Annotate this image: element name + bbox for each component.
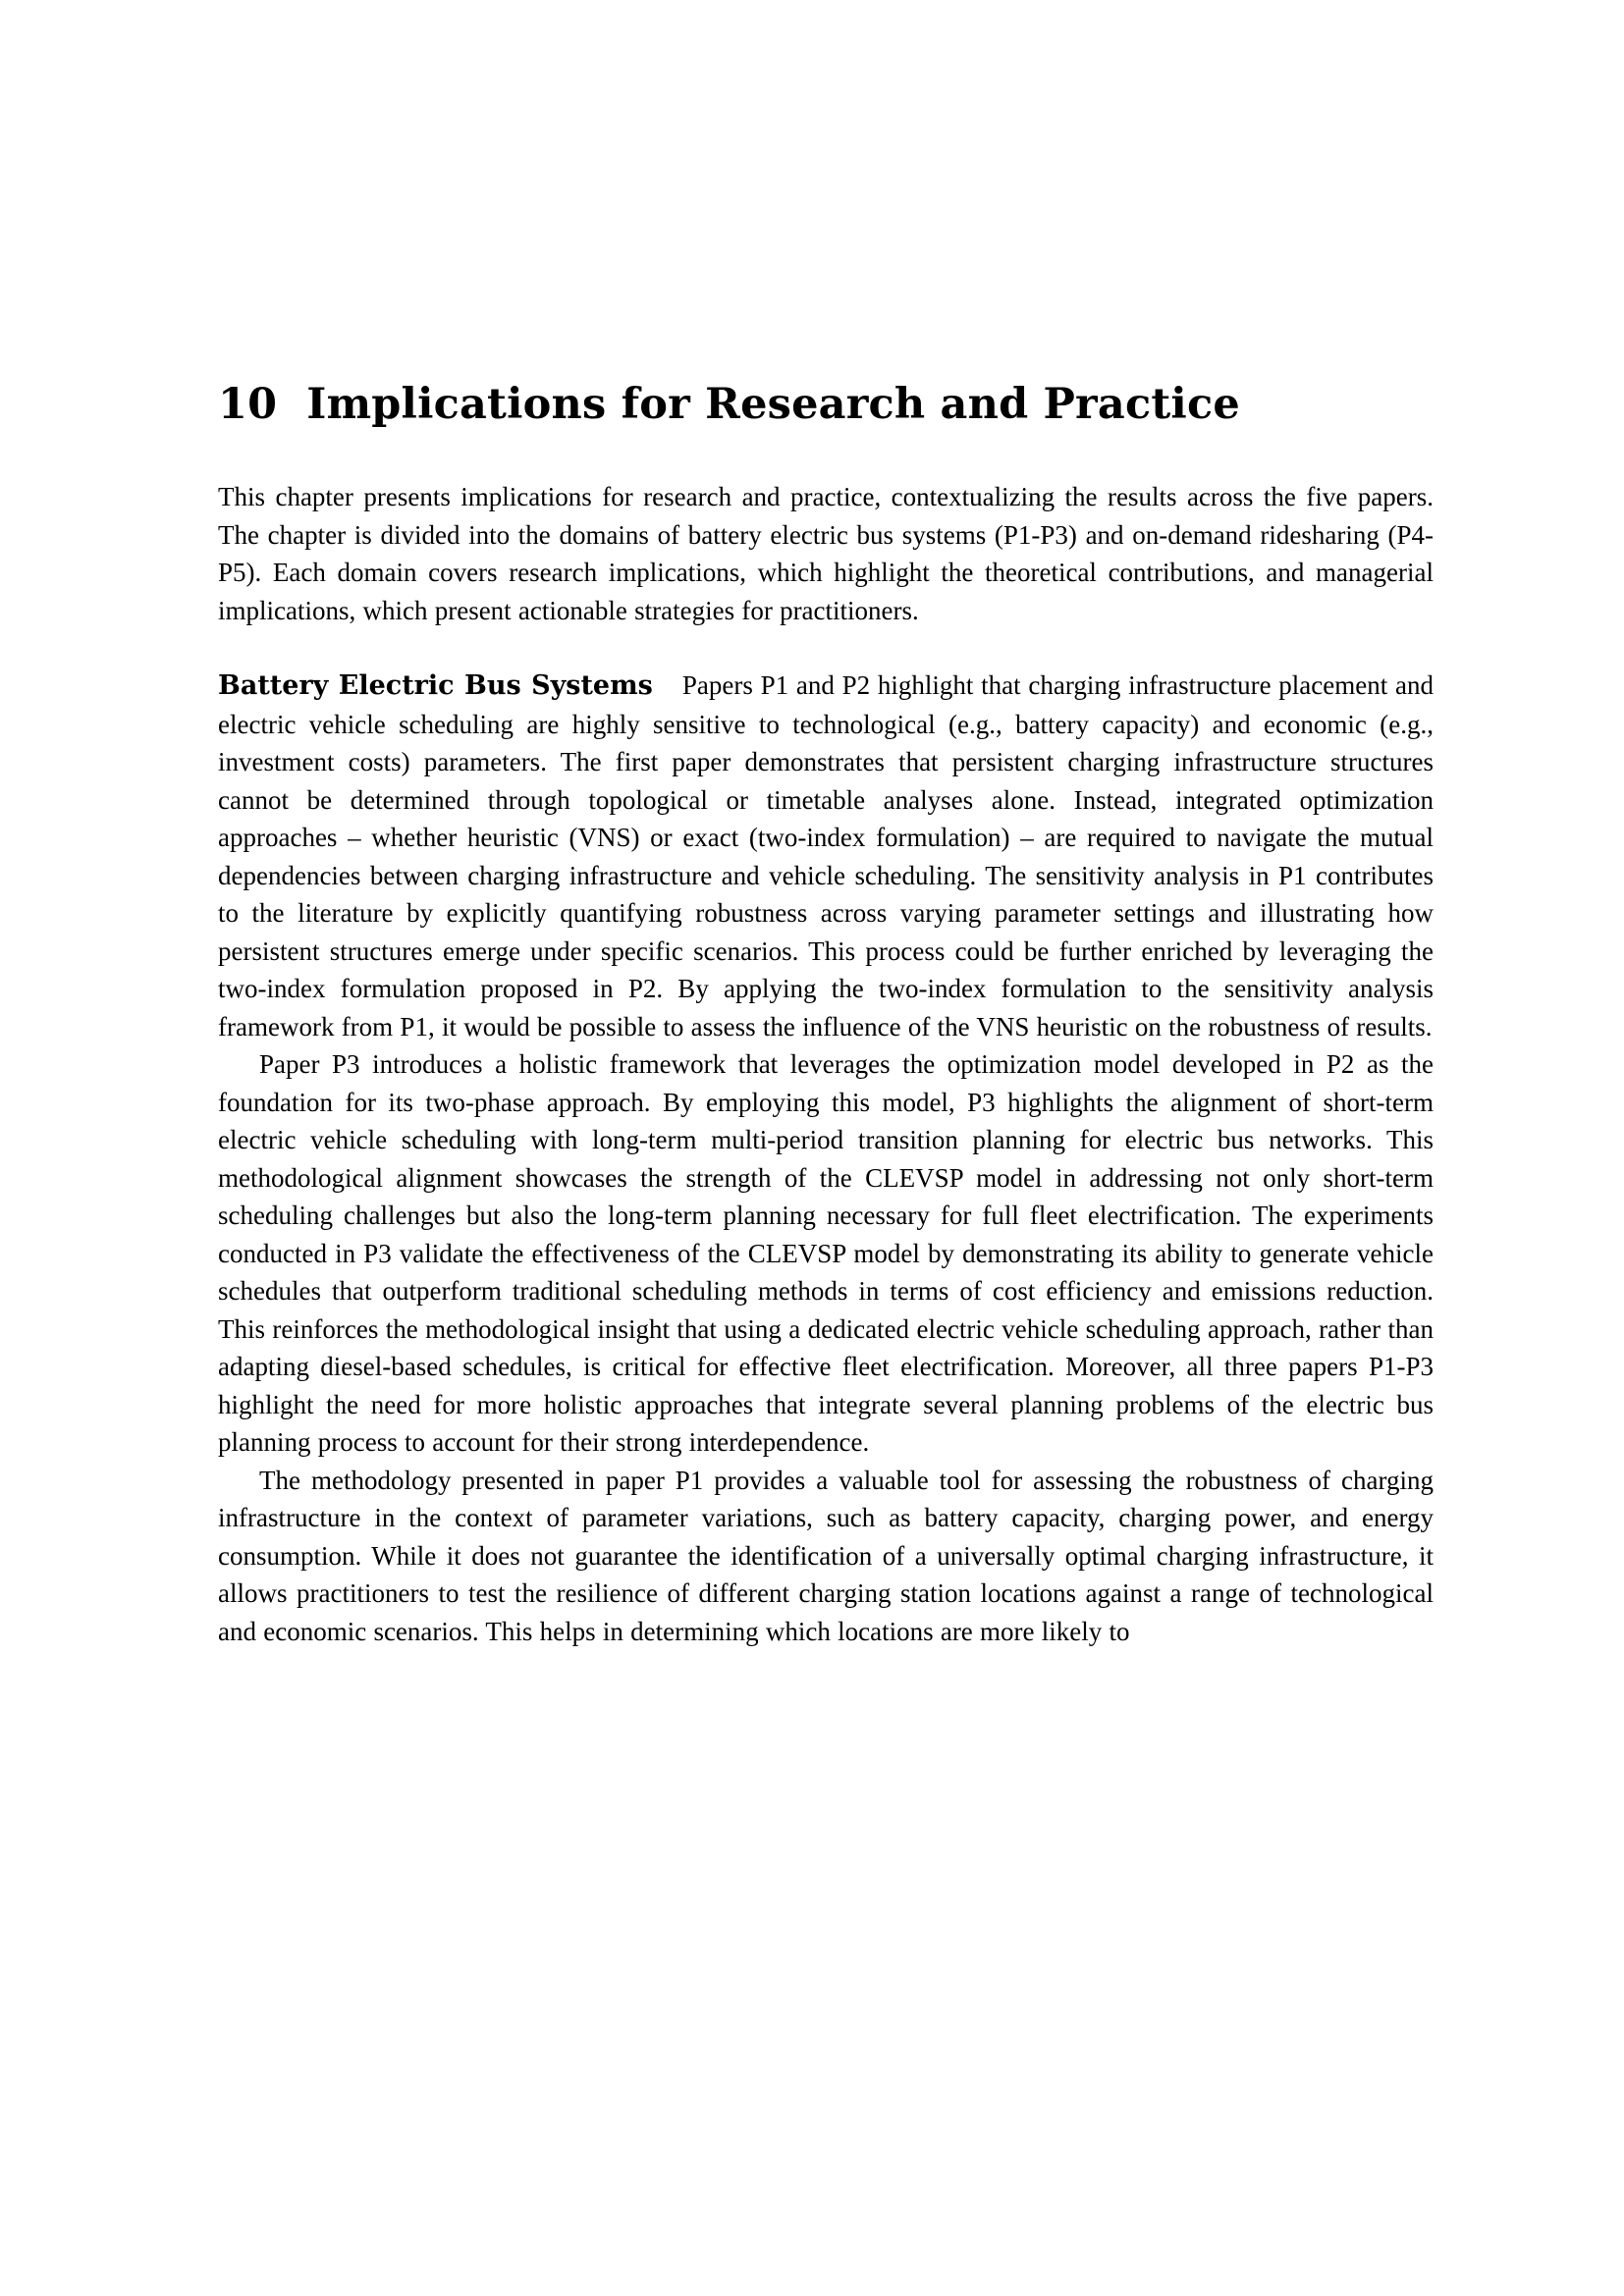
paragraph-intro [218,478,1434,629]
paragraph-methodology [218,1462,1434,1651]
section-title: Implications for Research and Practice [306,380,1240,429]
paragraph-bebs-text: Papers P1 and P2 highlight that charging infrastructure placement and electric vehicle scheduling are highly sensitive to technological (e.g., battery capacity) and economic (e.g., investment costs) parameters. The first paper demonstrates that persistent charging infrastructure structures cannot be determined through topological or timetable analyses alone. Instead, integrated optimization approaches – whether heuristic (VNS) or exact (two-index formulation) – are required to navigate the mutual dependencies between charging infrastructure and vehicle scheduling. The sensitivity analysis in P1 contributes to the literature by explicitly quantifying robustness across varying parameter settings and illustrating how persistent structures emerge under specific scenarios. This process could be further enriched by leveraging the two-index formulation proposed in P2. By applying the two-index formulation to the sensitivity analysis framework from P1, it would be possible to assess the influence of the VNS heuristic on the robustness of results. [218,670,1434,1041]
run-in-heading-battery-electric-bus-systems: Battery Electric Bus Systems [218,670,653,702]
section-heading [218,381,1434,429]
section-number: 10 [218,380,278,429]
paragraph-battery-electric-bus-systems [218,667,1434,1045]
paragraph-intro-text: This chapter presents implications for research and practice, contextualizing the results across the five papers. The chapter is divided into the domains of battery electric bus systems (P1-P3) and on-demand ridesharing (P4-P5). Each domain covers research implications, which highlight the theoretical contributions, and managerial implications, which present actionable strategies for practitioners. [218,482,1434,625]
paragraph-p3-text: Paper P3 introduces a holistic framework that leverages the optimization model developed in P2 as the foundation for its two-phase approach. By employing this model, P3 highlights the alignment of short-term electric vehicle scheduling with long-term multi-period transition planning for electric bus networks. This methodological alignment showcases the strength of the CLEVSP model in addressing not only short-term scheduling challenges but also the long-term planning necessary for full fleet electrification. The experiments conducted in P3 validate the effectiveness of the CLEVSP model by demonstrating its ability to generate vehicle schedules that outperform traditional scheduling methods in terms of cost efficiency and emissions reduction. This reinforces the methodological insight that using a dedicated electric vehicle scheduling approach, rather than adapting diesel-based schedules, is critical for effective fleet electrification. Moreover, all three papers P1-P3 highlight the need for more holistic approaches that integrate several planning problems of the electric bus planning process to account for their strong interdependence. [218,1049,1434,1458]
paragraph-p3-framework [218,1045,1434,1462]
paragraph-methodology-text: The methodology presented in paper P1 provides a valuable tool for assessing the robustness of charging infrastructure in the context of parameter variations, such as battery capacity, charging power, and energy consumption. While it does not guarantee the identification of a universally optimal charging infrastructure, it allows practitioners to test the resilience of different charging station locations against a range of technological and economic scenarios. This helps in determining which locations are more likely to [218,1465,1434,1646]
